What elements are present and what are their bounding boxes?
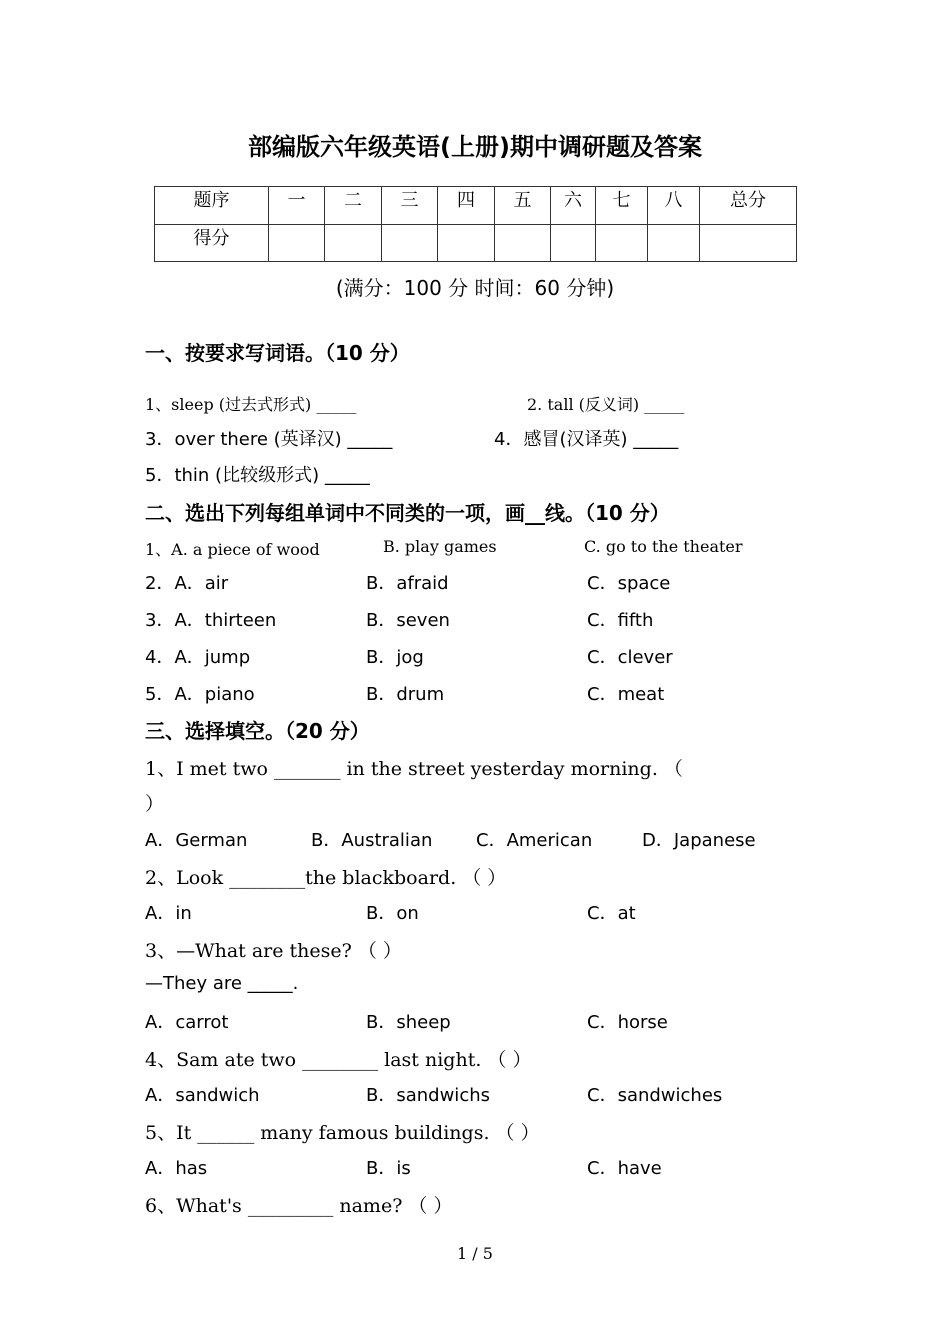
section2-option-b: B. play games: [383, 537, 497, 556]
document-title: 部编版六年级英语(上册)期中调研题及答案: [248, 133, 702, 161]
option-c: C．horse: [587, 1012, 668, 1033]
table-header-cell: 题序: [155, 187, 269, 225]
table-header-cell: 七: [596, 187, 648, 225]
section3-question-5: 5、It ______ many famous buildings. （ ）: [145, 1122, 540, 1144]
section2-option-b: B．afraid: [366, 573, 449, 594]
score-cell: [495, 224, 551, 262]
score-table: [154, 186, 797, 262]
table-header-cell: 二: [325, 187, 382, 225]
option-a: A．in: [145, 903, 192, 924]
section3-question-2: 2、Look ________the blackboard. （ ）: [145, 867, 507, 889]
section2-option-c: C．clever: [587, 647, 673, 668]
option-c: C．American: [476, 830, 593, 851]
option-b: B．on: [366, 903, 419, 924]
page-number: 1 / 5: [457, 1244, 493, 1263]
table-header-cell: 四: [438, 187, 495, 225]
option-b: B．sandwichs: [366, 1085, 490, 1106]
option-a: A．sandwich: [145, 1085, 260, 1106]
option-a: A．German: [145, 830, 248, 851]
section1-question-4: 4．感冒(汉译英) _____: [494, 429, 679, 450]
option-b: B．sheep: [366, 1012, 451, 1033]
option-c: C．have: [587, 1158, 662, 1179]
option-d: D．Japanese: [642, 830, 756, 851]
section3-question-1-continued: ）: [145, 793, 165, 815]
section1-question-1: 1、sleep (过去式形式) _____: [145, 395, 357, 414]
option-c: C．at: [587, 903, 636, 924]
section3-question-6: 6、What's _________ name? （ ）: [145, 1195, 453, 1217]
section3-question-3: 3、—What are these? （ ）: [145, 940, 402, 962]
table-header-cell: 三: [382, 187, 438, 225]
score-cell: [269, 224, 325, 262]
option-a: A．has: [145, 1158, 208, 1179]
section2-option-a: 2．A．air: [145, 573, 229, 594]
option-b: B．Australian: [311, 830, 433, 851]
section2-option-b: B．drum: [366, 684, 445, 705]
section3-question-1: 1、I met two _______ in the street yesterday morning. （: [145, 758, 683, 780]
score-cell: [700, 224, 797, 262]
section2-option-a: 1、A. a piece of wood: [145, 540, 320, 559]
section2-option-a: 5．A．piano: [145, 684, 255, 705]
section2-option-a: 4．A．jump: [145, 647, 251, 668]
table-header-cell: 五: [495, 187, 551, 225]
option-c: C．sandwiches: [587, 1085, 723, 1106]
option-b: B．is: [366, 1158, 411, 1179]
section1-heading: 一、按要求写词语。（10 分）: [145, 341, 410, 365]
score-time-info: (满分：100 分 时间：60 分钟): [335, 276, 615, 300]
section2-option-b: B．jog: [366, 647, 424, 668]
score-cell: [382, 224, 438, 262]
section3-heading: 三、选择填空。（20 分）: [145, 719, 370, 743]
section1-question-2: 2. tall (反义词) _____: [527, 395, 685, 414]
table-header-cell: 一: [269, 187, 325, 225]
score-table-header-row: [155, 187, 797, 225]
section2-heading: 二、选出下列每组单词中不同类的一项，画__线。（10 分）: [145, 501, 670, 525]
section2-option-b: B．seven: [366, 610, 450, 631]
table-header-cell: 总分: [700, 187, 797, 225]
table-row-label: 得分: [155, 224, 269, 262]
section2-option-c: C．meat: [587, 684, 665, 705]
section1-question-3: 3．over there (英译汉) _____: [145, 429, 393, 450]
score-cell: [325, 224, 382, 262]
section3-question-4: 4、Sam ate two ________ last night. （ ）: [145, 1049, 532, 1071]
table-header-cell: 八: [648, 187, 700, 225]
section3-question-3-line-2: —They are _____.: [145, 973, 299, 994]
score-table-score-row: [155, 224, 797, 262]
section2-option-a: 3．A．thirteen: [145, 610, 277, 631]
section2-option-c: C．fifth: [587, 610, 654, 631]
table-header-cell: 六: [551, 187, 596, 225]
section1-question-5: 5．thin (比较级形式) _____: [145, 465, 370, 486]
score-cell: [648, 224, 700, 262]
score-cell: [551, 224, 596, 262]
score-cell: [596, 224, 648, 262]
option-a: A．carrot: [145, 1012, 229, 1033]
score-cell: [438, 224, 495, 262]
section2-option-c: C．space: [587, 573, 671, 594]
section2-option-c: C. go to the theater: [584, 537, 743, 556]
